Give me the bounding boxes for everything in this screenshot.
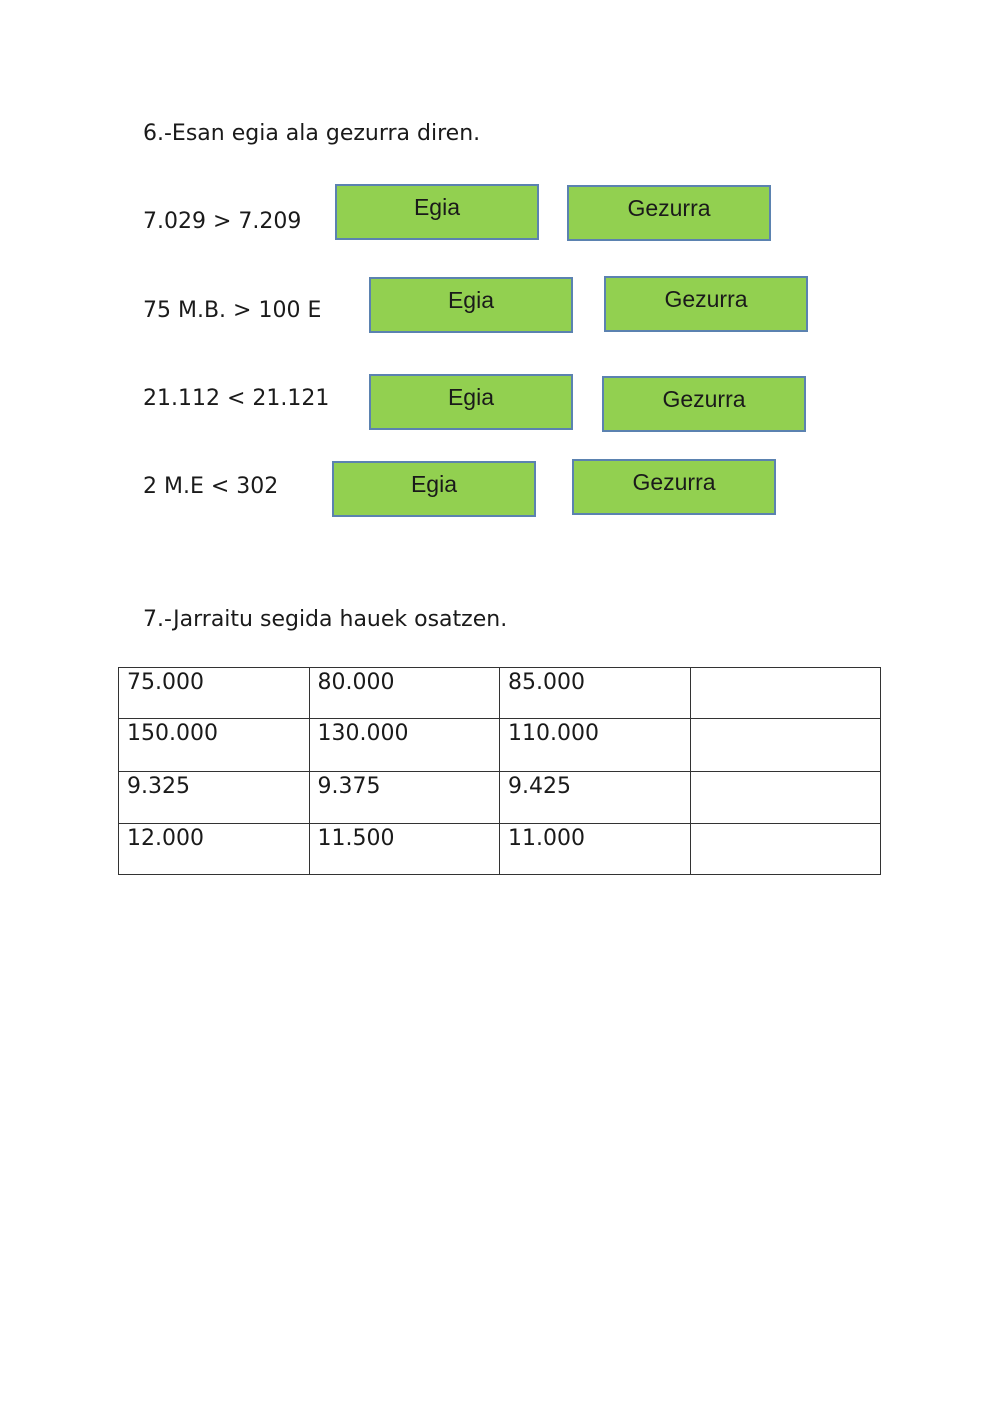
answer-cell[interactable] xyxy=(690,719,881,772)
table-cell: 85.000 xyxy=(500,668,691,719)
table-row xyxy=(119,772,881,824)
table-cell: 75.000 xyxy=(119,668,310,719)
statement-1: 7.029 > 7.209 xyxy=(143,209,302,234)
table-row xyxy=(119,824,881,875)
question-7-title: 7.-Jarraitu segida hauek osatzen. xyxy=(143,607,508,632)
table-cell: 110.000 xyxy=(500,719,691,772)
table-cell: 9.425 xyxy=(500,772,691,824)
answer-cell[interactable] xyxy=(690,668,881,719)
table-row xyxy=(119,668,881,719)
statement-4: 2 M.E < 302 xyxy=(143,474,279,499)
answer-cell[interactable] xyxy=(690,824,881,875)
false-button-3[interactable]: Gezurra xyxy=(602,376,806,432)
true-button-2[interactable]: Egia xyxy=(369,277,573,333)
table-cell: 130.000 xyxy=(309,719,500,772)
sequence-table xyxy=(118,667,881,875)
statement-2: 75 M.B. > 100 E xyxy=(143,298,322,323)
table-cell: 150.000 xyxy=(119,719,310,772)
true-button-4[interactable]: Egia xyxy=(332,461,536,517)
table-cell: 9.325 xyxy=(119,772,310,824)
question-6-title: 6.-Esan egia ala gezurra diren. xyxy=(143,121,481,146)
table-cell: 12.000 xyxy=(119,824,310,875)
table-row xyxy=(119,719,881,772)
table-cell: 9.375 xyxy=(309,772,500,824)
statement-3: 21.112 < 21.121 xyxy=(143,386,330,411)
false-button-4[interactable]: Gezurra xyxy=(572,459,776,515)
false-button-1[interactable]: Gezurra xyxy=(567,185,771,241)
answer-cell[interactable] xyxy=(690,772,881,824)
table-cell: 11.500 xyxy=(309,824,500,875)
table-cell: 11.000 xyxy=(500,824,691,875)
true-button-3[interactable]: Egia xyxy=(369,374,573,430)
true-button-1[interactable]: Egia xyxy=(335,184,539,240)
false-button-2[interactable]: Gezurra xyxy=(604,276,808,332)
table-cell: 80.000 xyxy=(309,668,500,719)
